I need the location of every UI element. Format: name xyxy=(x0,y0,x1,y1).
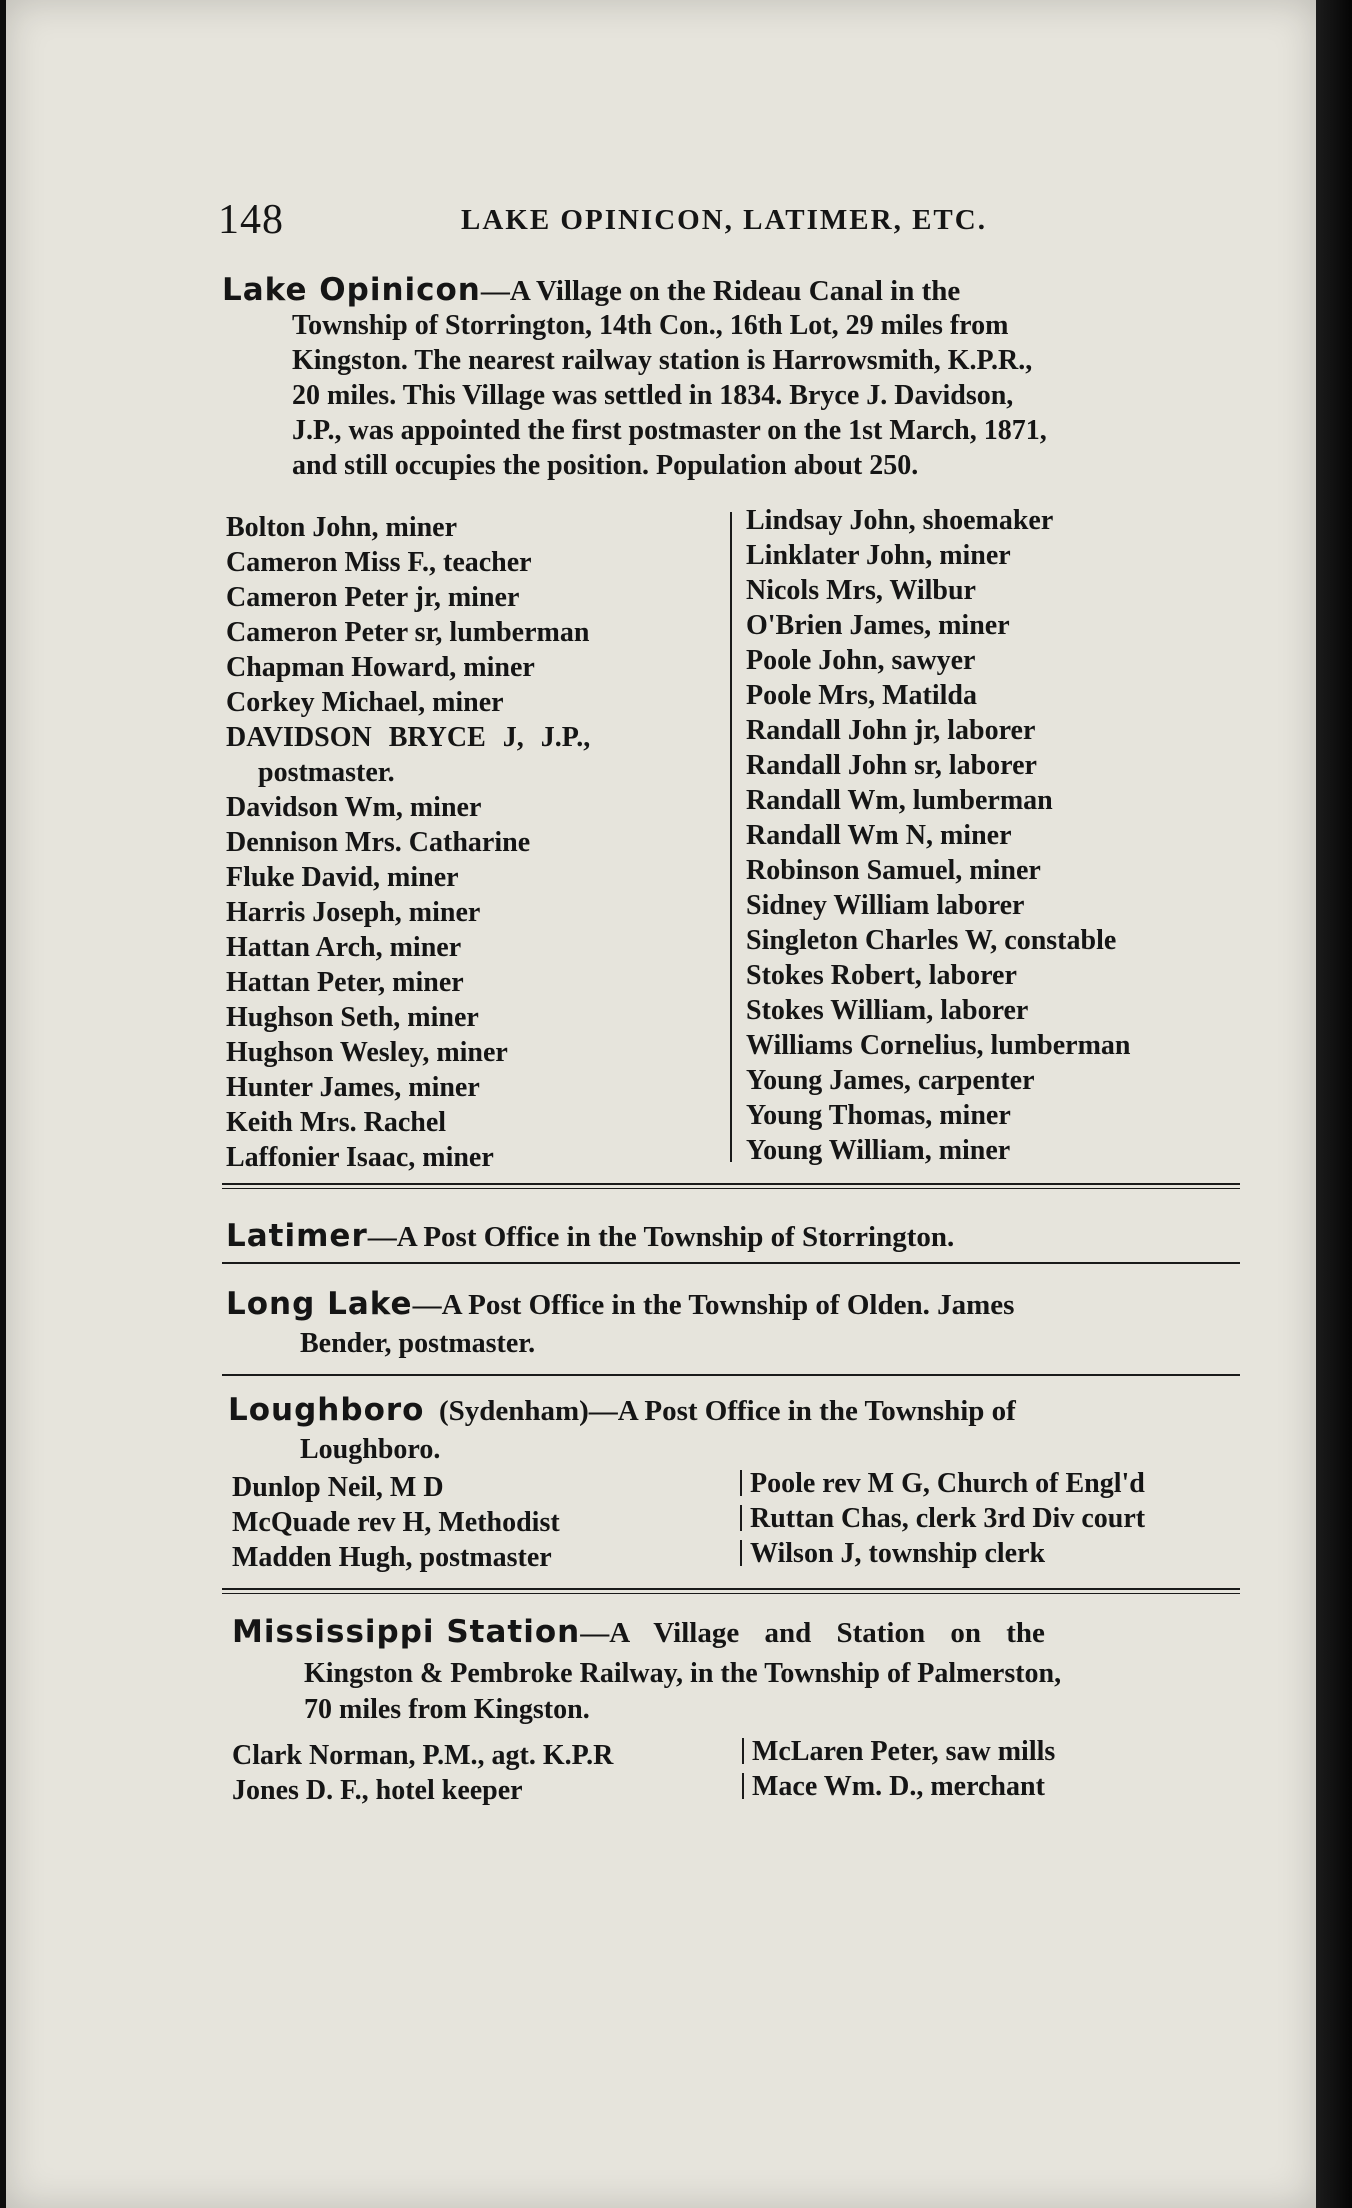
latimer-heading xyxy=(226,1218,954,1254)
resident-entry: Stokes William, laborer xyxy=(746,995,1029,1026)
section-rule xyxy=(222,1262,1240,1264)
resident-entry: Sidney William laborer xyxy=(746,890,1025,921)
resident-entry: Dunlop Neil, M D xyxy=(232,1472,444,1503)
resident-entry: Randall Wm, lumberman xyxy=(746,785,1053,816)
resident-entry: Singleton Charles W, constable xyxy=(746,925,1117,956)
resident-entry: Stokes Robert, laborer xyxy=(746,960,1017,991)
resident-entry: Keith Mrs. Rachel xyxy=(226,1107,447,1138)
lake-opinicon-heading xyxy=(222,272,960,308)
resident-entry: Hattan Arch, miner xyxy=(226,932,462,963)
entry-description-line: —A Post Office in the Township of Storrington. xyxy=(367,1221,955,1253)
resident-entry: Bolton John, miner xyxy=(226,512,458,543)
resident-entry: Madden Hugh, postmaster xyxy=(232,1542,552,1573)
resident-entry: Randall John jr, laborer xyxy=(746,715,1036,746)
entry-description-line: J.P., was appointed the first postmaster on the 1st March, 1871, xyxy=(292,415,1047,446)
entry-description-line: Kingston & Pembroke Railway, in the Township of Palmerston, xyxy=(304,1658,1062,1689)
resident-entry: Dennison Mrs. Catharine xyxy=(226,827,531,858)
resident-entry: McLaren Peter, saw mills xyxy=(742,1736,1055,1768)
entry-description-line: (Sydenham)—A Post Office in the Township of xyxy=(438,1395,1016,1427)
postmaster-entry: DAVIDSON BRYCE J, J.P., xyxy=(226,722,591,753)
column-divider xyxy=(730,512,732,1162)
resident-entry: Chapman Howard, miner xyxy=(226,652,535,683)
resident-entry: Randall John sr, laborer xyxy=(746,750,1037,781)
resident-entry: Randall Wm N, miner xyxy=(746,820,1012,851)
resident-entry: Hughson Seth, miner xyxy=(226,1002,479,1033)
entry-description-line: Loughboro. xyxy=(300,1434,441,1465)
section-rule xyxy=(222,1588,1240,1590)
section-rule xyxy=(222,1374,1240,1376)
running-title: LAKE OPINICON, LATIMER, ETC. xyxy=(461,204,987,236)
entry-description-line: Township of Storrington, 14th Con., 16th Lot, 29 miles from xyxy=(292,310,1009,341)
long-lake-heading xyxy=(226,1286,1014,1322)
resident-entry: Young James, carpenter xyxy=(746,1065,1035,1096)
resident-entry-continued: postmaster. xyxy=(258,757,395,788)
resident-entry: Harris Joseph, miner xyxy=(226,897,481,928)
entry-description-line: Kingston. The nearest railway station is Harrowsmith, K.P.R., xyxy=(292,345,1033,376)
resident-entry: Davidson Wm, miner xyxy=(226,792,482,823)
entry-description-line: Bender, postmaster. xyxy=(300,1328,536,1359)
resident-entry: Laffonier Isaac, miner xyxy=(226,1142,494,1173)
section-rule xyxy=(222,1183,1240,1185)
page-number: 148 xyxy=(218,197,284,243)
directory-page xyxy=(6,0,1316,2208)
resident-entry: McQuade rev H, Methodist xyxy=(232,1507,560,1538)
resident-entry: Hughson Wesley, miner xyxy=(226,1037,508,1068)
resident-entry: Williams Cornelius, lumberman xyxy=(746,1030,1131,1061)
place-name: Latimer xyxy=(226,1218,368,1254)
resident-entry: Cameron Peter sr, lumberman xyxy=(226,617,590,648)
resident-entry: O'Brien James, miner xyxy=(746,610,1010,641)
resident-entry: Mace Wm. D., merchant xyxy=(742,1771,1045,1803)
resident-entry: Lindsay John, shoemaker xyxy=(746,505,1054,536)
resident-entry: Hunter James, miner xyxy=(226,1072,480,1103)
entry-description-line: and still occupies the position. Population about 250. xyxy=(292,450,919,481)
mississippi-station-heading xyxy=(232,1614,1045,1650)
entry-description-line: —A Post Office in the Township of Olden. James xyxy=(412,1289,1015,1321)
place-name: Lake Opinicon xyxy=(222,272,481,308)
resident-entry: Wilson J, township clerk xyxy=(740,1538,1045,1570)
resident-entry: Young William, miner xyxy=(746,1135,1011,1166)
place-name: Loughboro xyxy=(228,1392,425,1428)
resident-entry: Clark Norman, P.M., agt. K.P.R xyxy=(232,1740,614,1771)
resident-entry: Linklater John, miner xyxy=(746,540,1011,571)
resident-entry: Ruttan Chas, clerk 3rd Div court xyxy=(740,1503,1145,1535)
entry-description-line: —A Village and Station on the xyxy=(580,1617,1045,1649)
resident-entry: Young Thomas, miner xyxy=(746,1100,1011,1131)
resident-entry: Robinson Samuel, miner xyxy=(746,855,1041,886)
resident-entry: Cameron Miss F., teacher xyxy=(226,547,532,578)
resident-entry: Corkey Michael, miner xyxy=(226,687,504,718)
loughboro-heading xyxy=(228,1392,1016,1428)
entry-description-line: —A Village on the Rideau Canal in the xyxy=(480,275,961,307)
resident-entry: Poole rev M G, Church of Engl'd xyxy=(740,1468,1145,1500)
resident-entry: Hattan Peter, miner xyxy=(226,967,464,998)
place-name: Mississippi Station xyxy=(232,1614,581,1650)
resident-entry: Poole Mrs, Matilda xyxy=(746,680,977,711)
place-name: Long Lake xyxy=(226,1286,413,1322)
entry-description-line: 20 miles. This Village was settled in 1834. Bryce J. Davidson, xyxy=(292,380,1014,411)
resident-entry: Nicols Mrs, Wilbur xyxy=(746,575,976,606)
resident-entry: Jones D. F., hotel keeper xyxy=(232,1775,523,1806)
page-edge-shadow xyxy=(1316,0,1352,2208)
entry-description-line: 70 miles from Kingston. xyxy=(304,1694,590,1725)
resident-entry: Poole John, sawyer xyxy=(746,645,976,676)
resident-entry: Cameron Peter jr, miner xyxy=(226,582,520,613)
resident-entry: Fluke David, miner xyxy=(226,862,459,893)
